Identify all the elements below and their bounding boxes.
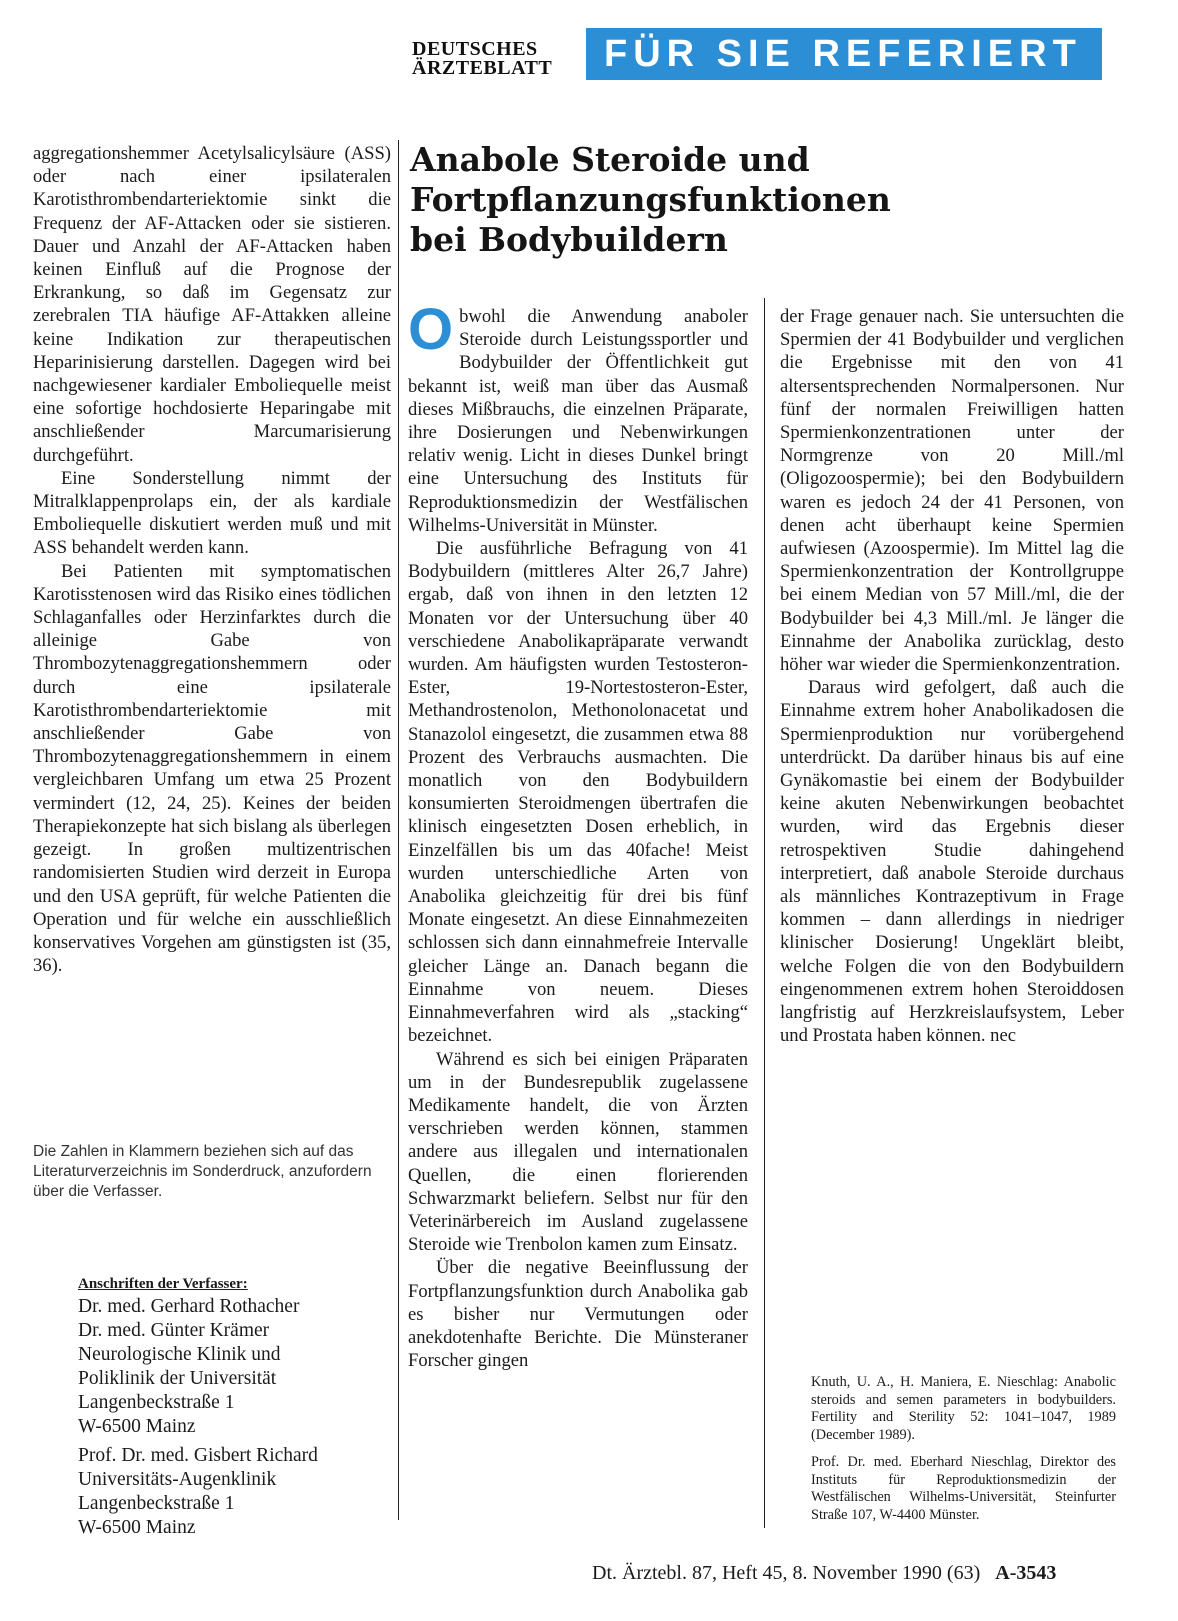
article-lead-paragraph — [408, 297, 748, 537]
left-paragraph-2: Eine Sonderstellung nimmt der Mitralklappenprolaps ein, der als kardiale Emboliequelle diskutiert werden muß und mit ASS behandelt werden kann. — [33, 467, 391, 559]
column-divider-1 — [398, 140, 399, 1520]
lead-text: bwohl die Anwendung anaboler Steroide durch Leistungssportler und Bodybuilder der Öffentlichkeit gut bekannt ist, weiß man über das Ausmaß dieses Mißbrauchs, die einzelnen Präparate, ihre Dosierungen und Nebenwirkungen relativ wenig. Licht in dieses Dunkel bringt eine Untersuchung des Instituts für Reproduktionsmedizin der Westfälischen Wilhelms-Universität in Münster. — [408, 306, 748, 536]
column-divider-2 — [764, 298, 765, 1528]
page-number: A-3543 — [995, 1562, 1057, 1584]
brand-line-1: DEUTSCHES — [412, 38, 538, 60]
middle-paragraph-1: Die ausführliche Befragung von 41 Bodybuildern (mittleres Alter 26,7 Jahre) ergab, daß von ihnen in den letzten 12 Monaten vor der Untersuchung über 40 verschiedene Anabolikapräparate verwandt wurden. Am häufigsten wurden Testosteron-Ester, 19-Nortestosteron-Ester, Methandrostenolon, Methonolonacetat und Stanazolol eingesetzt, die zusammen etwa 88 Prozent des Verbrauchs ausmachten. Die monatlich von den Bodybuildern konsumierten Steroidmengen übertrafen die klinisch eingesetzten Dosen erheblich, in Einzelfällen bis um das 40fache! Meist wurden unterschiedliche Arten von Anabolika gleichzeitig für drei bis fünf Monate eingesetzt. An diese Einnahmezeiten schlossen sich dann einnahmefreie Intervalle gleicher Länge an. Danach begann die Einnahme von neuem. Dieses Einnahmeverfahren wird als „stacking“ bezeichnet. — [408, 538, 748, 1047]
address-line: Prof. Dr. med. Gisbert Richard — [78, 1445, 318, 1466]
right-column — [780, 305, 1124, 1048]
drop-cap: O — [408, 297, 454, 362]
right-paragraph-2: Daraus wird gefolgert, daß auch die Einnahme extrem hoher Anabolikadosen die Spermienproduktion nur vorübergehend unterdrückt. Da darüber hinaus bis auf eine Gynäkomastie bei einem der Bodybuilder keine akuten Nebenwirkungen beobachtet wurden, wird das Ergebnis dieser retrospektiven Studie dahingehend interpretiert, daß anabole Steroide durchaus als männliches Kontrazeptivum in Frage kommen – dann allerdings in niedriger klinischer Dosierung! Ungeklärt bleibt, welche Folgen die von den Bodybuildern eingenommenen extrem hohen Steroiddosen langfristig auf Herzkreislaufsystem, Leber und Prostata haben können. nec — [780, 677, 1124, 1047]
middle-paragraph-2: Während es sich bei einigen Präparaten um in der Bundesrepublik zugelassene Medikamente handelt, die von Ärzten verschrieben werden können, stammen andere aus illegalen und internationalen Quellen, die einen florierenden Schwarzmarkt beliefern. Selbst nur für den Veterinärbereich im Ausland zugelassene Steroide wie Trenbolon kamen zum Einsatz. — [408, 1048, 748, 1256]
address-line: Langenbeckstraße 1 — [78, 1493, 235, 1514]
journal-logo — [412, 40, 582, 78]
brand-line-2: ÄRZTEBLATT — [412, 57, 553, 79]
left-paragraph-1: aggregationshemmer Acetylsalicylsäure (ASS) oder nach einer ipsilateralen Karotisthrombendarteriektomie sinkt die Frequenz der AF-Attacken oder sie sistieren. Dauer und Anzahl der AF-Attacken haben keinen Einfluß auf die Prognose der Erkrankung, so daß im Gegensatz zur zerebralen TIA häufige AF-Attakken alleine keine Indikation zur therapeutischen Heparinisierung darstellen. Dagegen wird bei nachgewiesener kardialer Emboliequelle meist eine sofortige hochdosierte Heparingabe mit anschließender Marcumarisierung durchgeführt. — [33, 143, 391, 466]
address-line: Langenbeckstraße 1 — [78, 1392, 235, 1413]
author-addresses — [78, 1276, 398, 1540]
addresses-heading: Anschriften der Verfasser: — [78, 1276, 248, 1292]
article-title — [410, 140, 1110, 260]
author-note: Prof. Dr. med. Eberhard Nieschlag, Direktor des Instituts für Reproduktionsmedizin der Westfälischen Wilhelms-Universität, Steinfurter Straße 107, W-4400 Münster. — [811, 1454, 1116, 1523]
reference-block — [811, 1374, 1116, 1534]
title-line-2: Fortpflanzungsfunktionen — [410, 180, 891, 219]
source-reference: Knuth, U. A., H. Maniera, E. Nieschlag: Anabolic steroids and semen parameters in bodybuilders. Fertility and Sterility 52: 1041–1047, 1989 (December 1989). — [811, 1374, 1116, 1443]
middle-column — [408, 297, 748, 1372]
address-line: Poliklinik der Universität — [78, 1368, 277, 1389]
address-line: Universitäts-Augenklinik — [78, 1469, 277, 1490]
middle-paragraph-3: Über die negative Beeinflussung der Fortpflanzungsfunktion durch Anabolika gab es bisher nur Vermutungen oder anekdotenhafte Berichte. Die Münsteraner Forscher gingen — [408, 1257, 748, 1372]
address-line: Dr. med. Günter Krämer — [78, 1320, 270, 1341]
address-line: W-6500 Mainz — [78, 1517, 196, 1538]
address-line: W-6500 Mainz — [78, 1416, 196, 1437]
page-footer — [592, 1562, 1112, 1585]
left-paragraph-3: Bei Patienten mit symptomatischen Karotisstenosen wird das Risiko eines tödlichen Schlaganfalles oder Herzinfarktes durch die alleinige Gabe von Thrombozytenaggregationshemmern oder durch eine ipsilaterale Karotisthrombendarteriektomie mit anschließender Gabe von Thrombozytenaggregationshemmern in einem vergleichbaren Umfang um etwa 25 Prozent vermindert (12, 24, 25). Keines der beiden Therapiekonzepte hat sich bislang als überlegen gezeigt. In großen multizentrischen randomisierten Studien wird derzeit in Europa und den USA geprüft, für welche Patienten die Operation und für welche ein ausschließlich konservatives Vorgehen am günstigsten ist (35, 36). — [33, 560, 391, 977]
title-line-1: Anabole Steroide und — [410, 140, 810, 179]
right-paragraph-1: der Frage genauer nach. Sie untersuchten die Spermien der 41 Bodybuilder und verglichen die Ergebnisse mit den von 41 altersentsprechenden Normalpersonen. Nur fünf der normalen Freiwilligen hatten Spermienkonzentrationen unter der Normgrenze von 20 Mill./ml (Oligozoospermie); bei den Bodybuildern waren es jedoch 24 der 41 Personen, von denen acht überhaupt keine Spermien aufwiesen (Azoospermie). Im Mittel lag die Spermienkonzentration der Kontrollgruppe bei einem Median von 57 Mill./ml, die der Bodybuilder bei 4,3 Mill./ml. Je länger die Einnahme der Anabolika zurücklag, desto höher war wieder die Spermienkonzentration. — [780, 306, 1124, 676]
masthead — [412, 28, 1102, 80]
footnote: Die Zahlen in Klammern beziehen sich auf das Literaturverzeichnis im Sonderdruck, anzufordern über die Verfasser. — [33, 1143, 372, 1200]
address-line: Dr. med. Gerhard Rothacher — [78, 1296, 300, 1317]
citation: Dt. Ärztebl. 87, Heft 45, 8. November 1990 (63) — [592, 1562, 981, 1584]
address-line: Neurologische Klinik und — [78, 1344, 281, 1365]
title-line-3: bei Bodybuildern — [410, 220, 728, 259]
left-column — [33, 142, 391, 977]
section-banner: FÜR SIE REFERIERT — [586, 28, 1102, 80]
